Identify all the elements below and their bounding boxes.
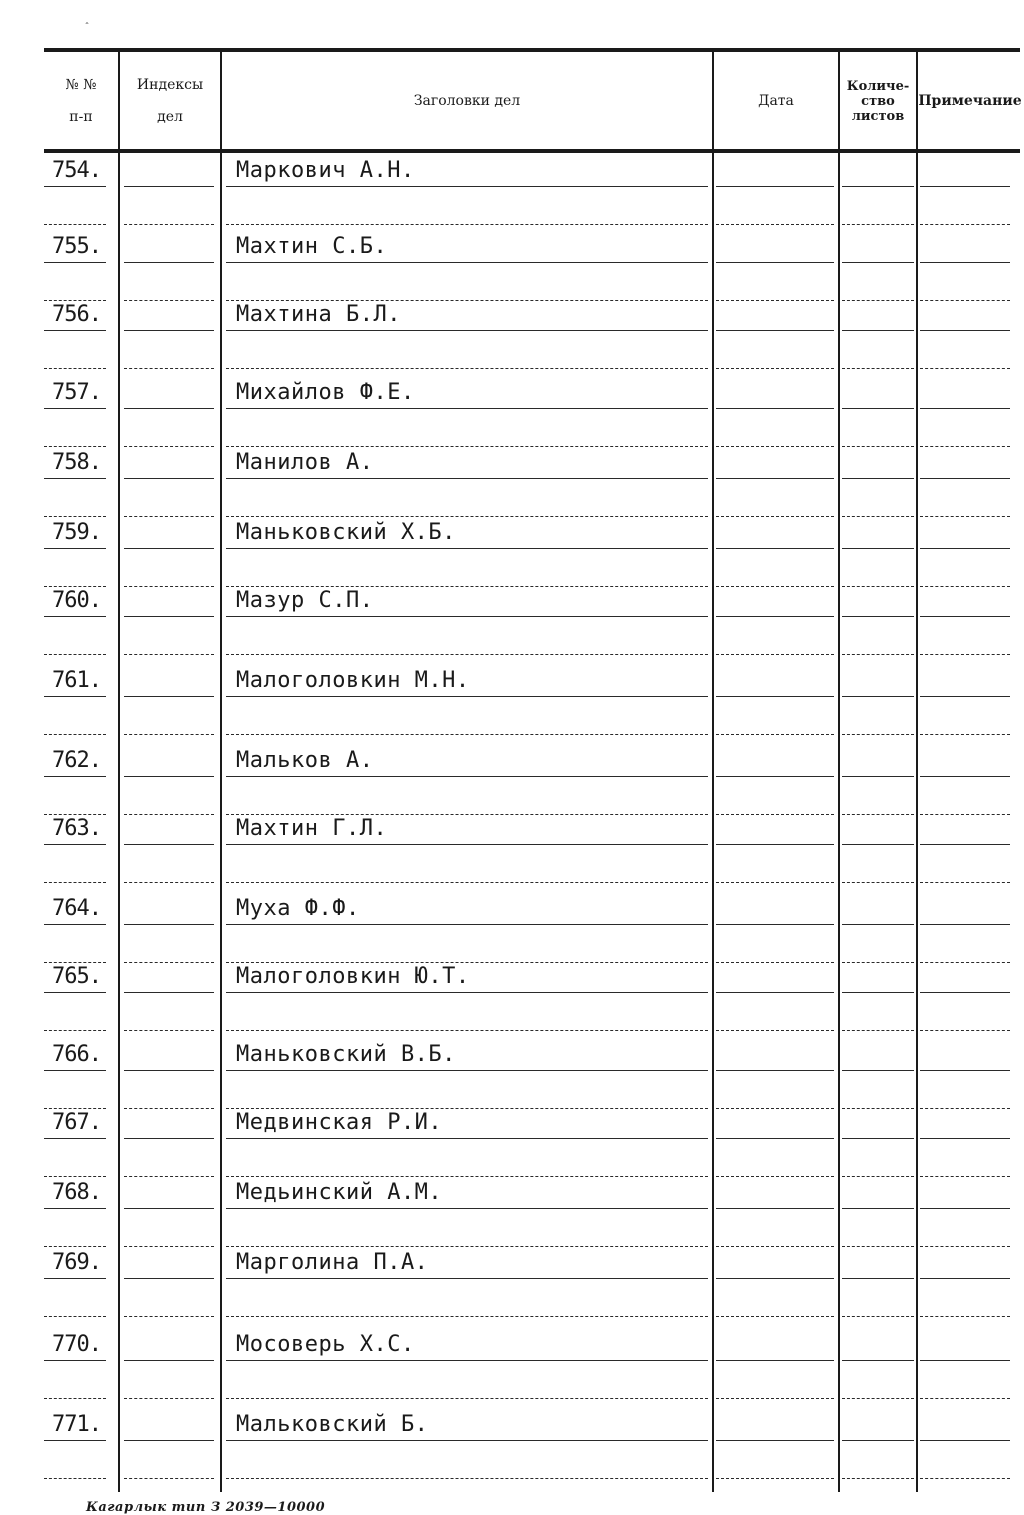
row-subrule xyxy=(44,882,106,883)
row-subrule xyxy=(124,1478,214,1479)
row-subrule xyxy=(124,1316,214,1317)
table-row xyxy=(0,446,1024,518)
row-subrule xyxy=(842,654,914,655)
row-rule xyxy=(226,186,708,187)
row-title: Медвинская Р.И. xyxy=(236,1110,443,1135)
table-row xyxy=(0,1176,1024,1248)
row-rule xyxy=(44,1440,106,1441)
header-note-text: Примечание xyxy=(918,93,1022,109)
table-row xyxy=(0,584,1024,656)
row-rule xyxy=(44,408,106,409)
row-subrule xyxy=(716,1478,834,1479)
row-title: Мальков А. xyxy=(236,748,374,773)
table-row xyxy=(0,516,1024,588)
row-rule xyxy=(226,408,708,409)
table-row xyxy=(0,1328,1024,1400)
header-date xyxy=(714,56,838,146)
header-count-line1: Количе- xyxy=(846,78,910,94)
table-row xyxy=(0,892,1024,964)
row-number: 764. xyxy=(52,896,101,921)
row-subrule xyxy=(124,1030,214,1031)
row-number: 770. xyxy=(52,1332,101,1357)
row-rule xyxy=(920,186,1010,187)
row-rule xyxy=(920,408,1010,409)
header-index-line1: Индексы xyxy=(136,77,204,93)
row-rule xyxy=(124,1208,214,1209)
row-subrule xyxy=(716,1030,834,1031)
row-subrule xyxy=(920,1316,1010,1317)
row-rule xyxy=(842,548,914,549)
row-rule xyxy=(920,1208,1010,1209)
row-subrule xyxy=(920,1478,1010,1479)
row-subrule xyxy=(842,1478,914,1479)
table-row xyxy=(0,664,1024,736)
row-subrule xyxy=(716,1398,834,1399)
row-rule xyxy=(716,548,834,549)
header-title xyxy=(222,56,712,146)
row-rule xyxy=(842,924,914,925)
row-subrule xyxy=(842,734,914,735)
row-subrule xyxy=(124,882,214,883)
row-subrule xyxy=(842,882,914,883)
row-rule xyxy=(920,330,1010,331)
row-subrule xyxy=(842,224,914,225)
row-rule xyxy=(226,330,708,331)
row-rule xyxy=(716,1360,834,1361)
header-note xyxy=(918,56,1022,146)
row-title: Мосоверь Х.С. xyxy=(236,1332,415,1357)
row-rule xyxy=(124,408,214,409)
row-number: 757. xyxy=(52,380,101,405)
header-title-text: Заголовки дел xyxy=(413,93,521,109)
row-title: Махтин Г.Л. xyxy=(236,816,388,841)
row-rule xyxy=(226,696,708,697)
row-rule xyxy=(716,776,834,777)
header-number-line1: № № xyxy=(65,77,97,93)
row-title: Малоголовкин М.Н. xyxy=(236,668,470,693)
header-index-line2: дел xyxy=(157,109,183,125)
row-rule xyxy=(124,548,214,549)
table-row xyxy=(0,1106,1024,1178)
row-subrule xyxy=(124,368,214,369)
page-mark: ˆ xyxy=(84,22,91,33)
table-row xyxy=(0,230,1024,302)
row-rule xyxy=(226,1360,708,1361)
row-number: 769. xyxy=(52,1250,101,1275)
row-rule xyxy=(124,1070,214,1071)
row-rule xyxy=(124,616,214,617)
row-subrule xyxy=(920,224,1010,225)
row-number: 754. xyxy=(52,158,101,183)
row-rule xyxy=(226,1278,708,1279)
row-subrule xyxy=(920,368,1010,369)
row-rule xyxy=(716,1208,834,1209)
row-rule xyxy=(716,186,834,187)
row-rule xyxy=(226,1208,708,1209)
row-rule xyxy=(226,1138,708,1139)
row-title: Мазур С.П. xyxy=(236,588,374,613)
row-subrule xyxy=(920,734,1010,735)
row-subrule xyxy=(44,1398,106,1399)
row-rule xyxy=(226,1440,708,1441)
row-rule xyxy=(124,1360,214,1361)
row-subrule xyxy=(124,734,214,735)
row-subrule xyxy=(920,654,1010,655)
row-rule xyxy=(920,478,1010,479)
header-number xyxy=(44,56,118,146)
row-number: 762. xyxy=(52,748,101,773)
header-index xyxy=(120,56,220,146)
row-subrule xyxy=(124,654,214,655)
row-rule xyxy=(842,992,914,993)
row-rule xyxy=(842,696,914,697)
row-title: Мальковский Б. xyxy=(236,1412,429,1437)
row-rule xyxy=(716,1070,834,1071)
row-rule xyxy=(124,776,214,777)
row-title: Манилов А. xyxy=(236,450,374,475)
row-subrule xyxy=(44,1030,106,1031)
row-title: Маньковский Х.Б. xyxy=(236,520,456,545)
row-subrule xyxy=(124,1398,214,1399)
row-rule xyxy=(842,776,914,777)
row-subrule xyxy=(920,1398,1010,1399)
header-top-rule xyxy=(44,48,1020,52)
row-rule xyxy=(716,1278,834,1279)
row-number: 759. xyxy=(52,520,101,545)
row-rule xyxy=(842,408,914,409)
row-rule xyxy=(920,844,1010,845)
row-number: 758. xyxy=(52,450,101,475)
row-subrule xyxy=(226,882,708,883)
row-rule xyxy=(124,330,214,331)
row-rule xyxy=(44,330,106,331)
row-rule xyxy=(226,924,708,925)
table-row xyxy=(0,1038,1024,1110)
row-rule xyxy=(124,992,214,993)
row-subrule xyxy=(44,1478,106,1479)
row-subrule xyxy=(226,224,708,225)
row-subrule xyxy=(44,734,106,735)
row-rule xyxy=(920,924,1010,925)
row-rule xyxy=(44,1138,106,1139)
row-number: 767. xyxy=(52,1110,101,1135)
row-subrule xyxy=(716,654,834,655)
row-rule xyxy=(44,1208,106,1209)
row-rule xyxy=(226,992,708,993)
row-title: Малоголовкин Ю.Т. xyxy=(236,964,470,989)
header-count-line2: ство xyxy=(861,93,895,109)
row-number: 768. xyxy=(52,1180,101,1205)
row-rule xyxy=(716,696,834,697)
row-rule xyxy=(44,478,106,479)
row-rule xyxy=(124,844,214,845)
row-rule xyxy=(842,262,914,263)
row-subrule xyxy=(226,1478,708,1479)
row-rule xyxy=(920,992,1010,993)
row-title: Махтина Б.Л. xyxy=(236,302,401,327)
row-rule xyxy=(44,186,106,187)
row-subrule xyxy=(44,368,106,369)
row-subrule xyxy=(226,368,708,369)
table-row xyxy=(0,154,1024,226)
row-rule xyxy=(920,1070,1010,1071)
row-rule xyxy=(842,1138,914,1139)
row-title: Медьинский А.М. xyxy=(236,1180,443,1205)
row-rule xyxy=(842,1208,914,1209)
row-subrule xyxy=(842,1030,914,1031)
row-rule xyxy=(842,186,914,187)
header-bottom-rule xyxy=(44,149,1020,153)
row-rule xyxy=(124,924,214,925)
table-row xyxy=(0,744,1024,816)
row-rule xyxy=(226,548,708,549)
row-rule xyxy=(44,548,106,549)
row-rule xyxy=(44,1278,106,1279)
row-rule xyxy=(44,696,106,697)
header-sheet-count xyxy=(840,56,916,146)
row-subrule xyxy=(44,1316,106,1317)
row-rule xyxy=(226,844,708,845)
row-subrule xyxy=(716,1316,834,1317)
row-subrule xyxy=(124,224,214,225)
row-rule xyxy=(44,1070,106,1071)
row-rule xyxy=(124,1440,214,1441)
row-subrule xyxy=(44,224,106,225)
row-rule xyxy=(716,478,834,479)
row-rule xyxy=(124,478,214,479)
row-rule xyxy=(716,844,834,845)
row-subrule xyxy=(226,734,708,735)
row-rule xyxy=(842,844,914,845)
row-rule xyxy=(920,1440,1010,1441)
row-title: Муха Ф.Ф. xyxy=(236,896,360,921)
row-rule xyxy=(44,924,106,925)
row-rule xyxy=(920,1360,1010,1361)
row-number: 766. xyxy=(52,1042,101,1067)
row-title: Маркович А.Н. xyxy=(236,158,415,183)
row-rule xyxy=(716,924,834,925)
row-rule xyxy=(842,1440,914,1441)
row-title: Махтин С.Б. xyxy=(236,234,388,259)
row-number: 756. xyxy=(52,302,101,327)
row-rule xyxy=(44,616,106,617)
row-title: Михайлов Ф.Е. xyxy=(236,380,415,405)
row-rule xyxy=(920,696,1010,697)
row-rule xyxy=(716,262,834,263)
row-subrule xyxy=(716,734,834,735)
row-rule xyxy=(44,776,106,777)
row-rule xyxy=(716,992,834,993)
row-rule xyxy=(124,1278,214,1279)
row-rule xyxy=(124,262,214,263)
row-rule xyxy=(842,616,914,617)
row-rule xyxy=(716,1138,834,1139)
row-subrule xyxy=(226,1316,708,1317)
row-title: Марголина П.А. xyxy=(236,1250,429,1275)
row-subrule xyxy=(842,1316,914,1317)
row-number: 755. xyxy=(52,234,101,259)
table-row xyxy=(0,298,1024,370)
row-rule xyxy=(920,1138,1010,1139)
row-rule xyxy=(124,696,214,697)
table-row xyxy=(0,1408,1024,1480)
printer-imprint: Кагарлык тип З 2039—10000 xyxy=(86,1500,326,1515)
row-subrule xyxy=(842,1398,914,1399)
row-subrule xyxy=(842,368,914,369)
row-rule xyxy=(124,186,214,187)
row-subrule xyxy=(920,1030,1010,1031)
row-number: 760. xyxy=(52,588,101,613)
header-number-line2: п-п xyxy=(69,109,93,125)
row-rule xyxy=(920,548,1010,549)
row-subrule xyxy=(716,368,834,369)
table-row xyxy=(0,960,1024,1032)
row-rule xyxy=(842,478,914,479)
row-rule xyxy=(842,330,914,331)
row-rule xyxy=(44,844,106,845)
row-rule xyxy=(226,262,708,263)
row-subrule xyxy=(716,882,834,883)
row-rule xyxy=(226,478,708,479)
row-subrule xyxy=(226,654,708,655)
row-rule xyxy=(44,262,106,263)
row-rule xyxy=(920,262,1010,263)
row-subrule xyxy=(716,224,834,225)
row-rule xyxy=(716,330,834,331)
row-subrule xyxy=(44,654,106,655)
row-number: 765. xyxy=(52,964,101,989)
row-rule xyxy=(716,408,834,409)
header-count-line3: листов xyxy=(851,108,905,124)
row-rule xyxy=(44,1360,106,1361)
row-number: 763. xyxy=(52,816,101,841)
row-rule xyxy=(44,992,106,993)
row-rule xyxy=(842,1070,914,1071)
row-rule xyxy=(226,776,708,777)
row-title: Маньковский В.Б. xyxy=(236,1042,456,1067)
row-rule xyxy=(716,1440,834,1441)
row-rule xyxy=(920,776,1010,777)
row-number: 761. xyxy=(52,668,101,693)
row-rule xyxy=(920,616,1010,617)
row-rule xyxy=(226,616,708,617)
row-rule xyxy=(842,1278,914,1279)
row-subrule xyxy=(920,882,1010,883)
row-subrule xyxy=(226,1398,708,1399)
row-rule xyxy=(842,1360,914,1361)
row-rule xyxy=(124,1138,214,1139)
table-row xyxy=(0,812,1024,884)
row-number: 771. xyxy=(52,1412,101,1437)
row-subrule xyxy=(226,1030,708,1031)
header-date-text: Дата xyxy=(758,93,794,109)
table-row xyxy=(0,376,1024,448)
row-rule xyxy=(716,616,834,617)
row-rule xyxy=(226,1070,708,1071)
row-rule xyxy=(920,1278,1010,1279)
table-row xyxy=(0,1246,1024,1318)
